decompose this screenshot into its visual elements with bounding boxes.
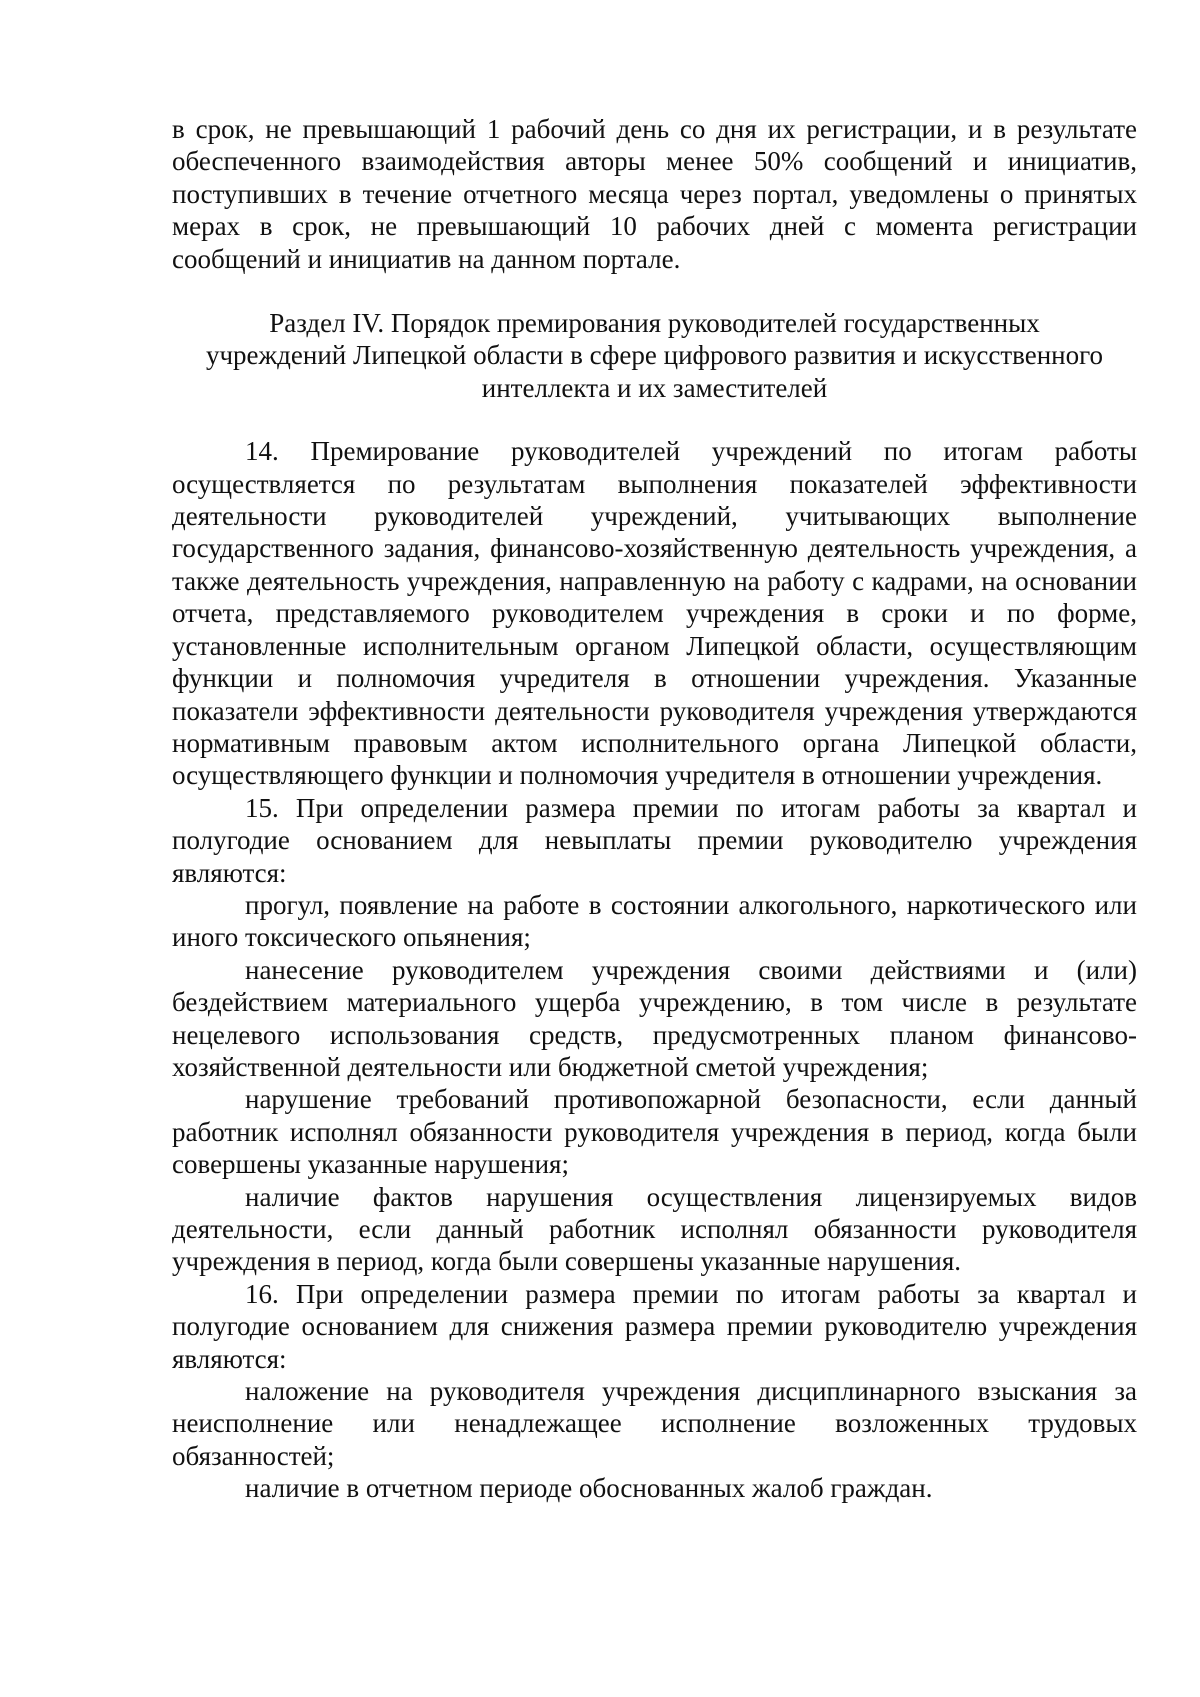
- document-body: [172, 113, 1137, 1505]
- paragraph-16: 16. При определении размера премии по итогам работы за квартал и полугодие основанием для снижения размера премии руководителю учреждения являются:: [172, 1278, 1137, 1374]
- list-item: наложение на руководителя учреждения дисциплинарного взыскания за неисполнение или ненадлежащее исполнение возложенных трудовых обязанностей;: [172, 1376, 1137, 1471]
- list-item: наличие фактов нарушения осуществления лицензируемых видов деятельности, если данный работник исполнял обязанности руководителя учреждения в период, когда были совершены указанные нарушения.: [172, 1181, 1137, 1277]
- section-heading-line-3: интеллекта и их заместителей: [481, 372, 828, 403]
- section-heading-line-2: учреждений Липецкой области в сфере цифрового развития и искусственного: [205, 340, 1104, 371]
- list-item: наличие в отчетном периоде обоснованных жалоб граждан.: [245, 1473, 933, 1504]
- list-item: нанесение руководителем учреждения своими действиями и (или) бездействием материального ущерба учреждению, в том числе в результате нецелевого использования средств, предусмотренных планом финансово-хозяйственной деятельности или бюджетной сметой учреждения;: [172, 954, 1137, 1082]
- list-item: прогул, появление на работе в состоянии алкогольного, наркотического или иного токсического опьянения;: [172, 889, 1137, 953]
- paragraph-15: 15. При определении размера премии по итогам работы за квартал и полугодие основанием для невыплаты премии руководителю учреждения являются:: [172, 792, 1137, 888]
- list-item: нарушение требований противопожарной безопасности, если данный работник исполнял обязанности руководителя учреждения в период, когда были совершены указанные нарушения;: [172, 1084, 1137, 1180]
- continuation-paragraph: в срок, не превышающий 1 рабочий день со дня их регистрации, и в результате обеспеченного взаимодействия авторы менее 50% сообщений и инициатив, поступивших в течение отчетного месяца через портал, уведомлены о принятых мерах в срок, не превышающий 10 рабочих дней с момента регистрации сообщений и инициатив на данном портале.: [172, 114, 1137, 274]
- section-heading-line-1: Раздел IV. Порядок премирования руководителей государственных: [269, 308, 1040, 339]
- paragraph-14: 14. Премирование руководителей учреждений по итогам работы осуществляется по результатам выполнения показателей эффективности деятельности руководителей учреждений, учитывающих выполнение государственного задания, финансово-хозяйственную деятельность учреждения, а также деятельность учреждения, направленную на работу с кадрами, на основании отчета, представляемого руководителем учреждения в сроки и по форме, установленные исполнительным органом Липецкой области, осуществляющим функции и полномочия учредителя в отношении учреждения. Указанные показатели эффективности деятельности руководителя учреждения утверждаются нормативным правовым актом исполнительного органа Липецкой области, осуществляющего функции и полномочия учредителя в отношении учреждения.: [172, 436, 1137, 791]
- section-heading: [172, 307, 1137, 404]
